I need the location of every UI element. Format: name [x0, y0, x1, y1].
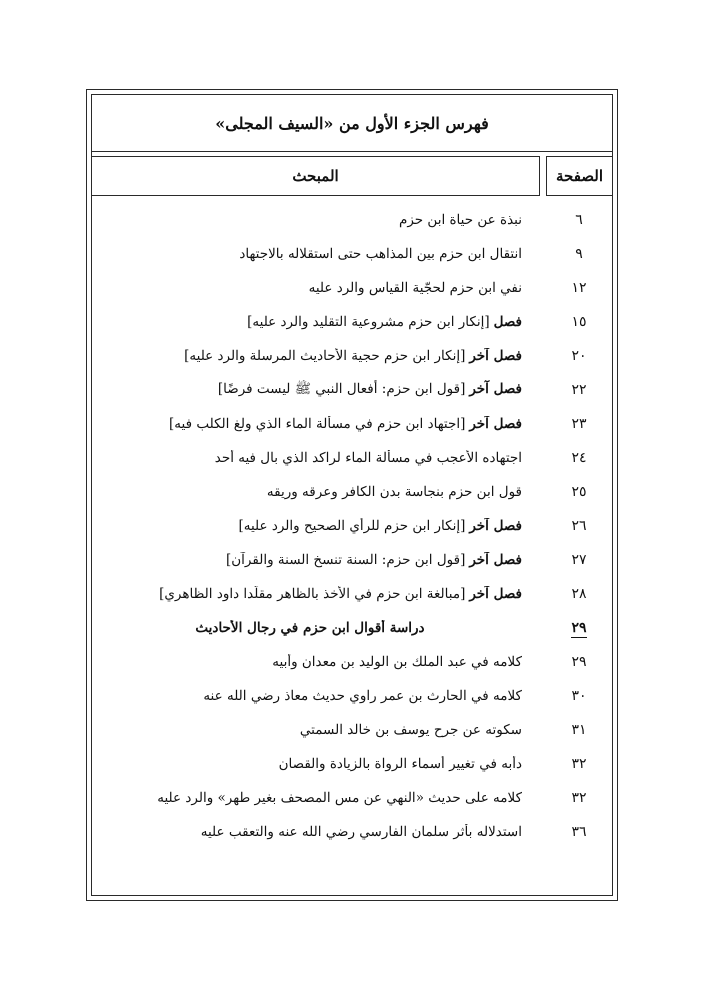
page-number-text: ٢٥ — [571, 484, 587, 500]
toc-entry — [92, 781, 612, 815]
page-number-text: ٣٢ — [571, 790, 587, 806]
toc-table — [91, 94, 613, 896]
page-number-text: ٢٠ — [571, 348, 587, 364]
entry-page-number — [546, 620, 612, 636]
entry-page-number — [546, 280, 612, 296]
entry-page-number — [546, 246, 612, 262]
entry-text: [إنكار ابن حزم حجية الأحاديث المرسلة والرد عليه] — [184, 348, 466, 364]
entry-text: كلامه في عبد الملك بن الوليد بن معدان وأبيه — [272, 654, 522, 670]
toc-entry — [92, 339, 612, 373]
entry-topic — [98, 518, 522, 534]
entry-topic — [98, 484, 522, 500]
page-number-text: ٢٩ — [571, 654, 587, 670]
entry-page-number — [546, 586, 612, 602]
entry-topic — [98, 824, 522, 840]
entry-page-number — [546, 654, 612, 670]
toc-entry — [92, 271, 612, 305]
toc-entry — [92, 679, 612, 713]
entry-text: [قول ابن حزم: أفعال النبي ﷺ ليست فرضًا] — [217, 381, 466, 397]
toc-entry — [92, 543, 612, 577]
page-number-text: ٩ — [575, 246, 583, 262]
entry-text: [إنكار ابن حزم مشروعية التقليد والرد عليه] — [247, 314, 490, 330]
entry-topic — [98, 790, 522, 806]
page-number-text: ٢٣ — [571, 416, 587, 432]
entry-text: اجتهاده الأعجب في مسألة الماء لراكد الذي بال فيه أحد — [214, 450, 522, 466]
toc-entry — [92, 407, 612, 441]
page-number-text: ١٥ — [571, 314, 587, 330]
entry-prefix: فصل آخر — [469, 348, 522, 364]
entry-topic — [98, 416, 522, 432]
toc-entries — [92, 203, 612, 849]
page-number-text: ٣٠ — [571, 688, 587, 704]
entry-text: استدلاله بأثر سلمان الفارسي رضي الله عنه والتعقب عليه — [200, 824, 522, 840]
toc-entry — [92, 373, 612, 407]
toc-frame — [86, 89, 618, 901]
entry-topic — [98, 212, 522, 228]
section-heading-row — [92, 611, 612, 645]
page-number-text: ٣٢ — [571, 756, 587, 772]
page-column-header: الصفحة — [546, 156, 612, 196]
entry-page-number — [546, 756, 612, 772]
entry-topic — [98, 246, 522, 262]
entry-topic — [98, 654, 522, 670]
toc-entry — [92, 203, 612, 237]
entry-page-number — [546, 688, 612, 704]
page-number-text: ٢٤ — [571, 450, 587, 466]
entry-page-number — [546, 484, 612, 500]
entry-page-number — [546, 212, 612, 228]
header-row — [92, 156, 612, 196]
entry-text: دأبه في تغيير أسماء الرواة بالزيادة والقصان — [278, 756, 522, 772]
toc-entry — [92, 645, 612, 679]
entry-topic — [98, 586, 522, 602]
entry-text: [مبالغة ابن حزم في الأخذ بالظاهر مقلّدا داود الظاهري] — [159, 586, 466, 602]
entry-page-number — [546, 790, 612, 806]
entry-topic — [98, 620, 522, 636]
entry-text: سكوته عن جرح يوسف بن خالد السمتي — [299, 722, 522, 738]
entry-text: قول ابن حزم بنجاسة بدن الكافر وعرقه وريقه — [266, 484, 522, 500]
entry-page-number — [546, 450, 612, 466]
entry-text: [إنكار ابن حزم للرأي الصحيح والرد عليه] — [238, 518, 466, 534]
page-number-text: ٣١ — [571, 722, 587, 738]
entry-page-number — [546, 382, 612, 398]
entry-page-number — [546, 552, 612, 568]
entry-page-number — [546, 416, 612, 432]
entry-text: نبذة عن حياة ابن حزم — [398, 212, 522, 228]
entry-prefix: فصل آخر — [469, 586, 522, 602]
entry-topic — [98, 722, 522, 738]
entry-prefix: فصل — [493, 314, 522, 330]
page-number-text: ٢٩ — [571, 620, 587, 636]
entry-text: [اجتهاد ابن حزم في مسألة الماء الذي ولغ الكلب فيه] — [169, 416, 466, 432]
toc-entry — [92, 305, 612, 339]
toc-entry — [92, 441, 612, 475]
toc-entry — [92, 713, 612, 747]
entry-text: دراسة أقوال ابن حزم في رجال الأحاديث — [195, 620, 424, 636]
entry-page-number — [546, 314, 612, 330]
page-number-text: ٢٢ — [571, 382, 587, 398]
toc-entry — [92, 815, 612, 849]
entry-page-number — [546, 518, 612, 534]
toc-entry — [92, 509, 612, 543]
topic-column-header: المبحث — [92, 156, 540, 196]
entry-page-number — [546, 824, 612, 840]
page-number-text: ٢٨ — [571, 586, 587, 602]
entry-text: كلامه في الحارث بن عمر راوي حديث معاذ رضي الله عنه — [203, 688, 522, 704]
entry-topic — [98, 450, 522, 466]
entry-topic — [98, 380, 522, 400]
entry-topic — [98, 688, 522, 704]
entry-page-number — [546, 348, 612, 364]
entry-page-number — [546, 722, 612, 738]
toc-entry — [92, 475, 612, 509]
entry-topic — [98, 348, 522, 364]
entry-text: انتقال ابن حزم بين المذاهب حتى استقلاله بالاجتهاد — [239, 246, 522, 262]
toc-entry — [92, 577, 612, 611]
entry-prefix: فصل آخر — [469, 518, 522, 534]
entry-topic — [98, 314, 522, 330]
entry-topic — [98, 756, 522, 772]
toc-entry — [92, 747, 612, 781]
page-number-text: ٢٦ — [571, 518, 587, 534]
toc-title: فهرس الجزء الأول من «السيف المجلى» — [92, 95, 612, 152]
entry-prefix: فصل آخر — [469, 552, 522, 568]
page-number-text: ٦ — [575, 212, 583, 228]
entry-text: [قول ابن حزم: السنة تنسخ السنة والقرآن] — [226, 552, 466, 568]
entry-topic — [98, 280, 522, 296]
entry-text: نفي ابن حزم لحجّية القياس والرد عليه — [308, 280, 522, 296]
page-number-text: ٢٧ — [571, 552, 587, 568]
toc-entry — [92, 237, 612, 271]
entry-prefix: فصل آخر — [469, 381, 522, 397]
entry-prefix: فصل آخر — [469, 416, 522, 432]
page-number-text: ٣٦ — [571, 824, 587, 840]
entry-text: كلامه على حديث «النهي عن مس المصحف بغير طهر» والرد عليه — [157, 790, 522, 806]
entry-topic — [98, 552, 522, 568]
page-number-text: ١٢ — [571, 280, 587, 296]
